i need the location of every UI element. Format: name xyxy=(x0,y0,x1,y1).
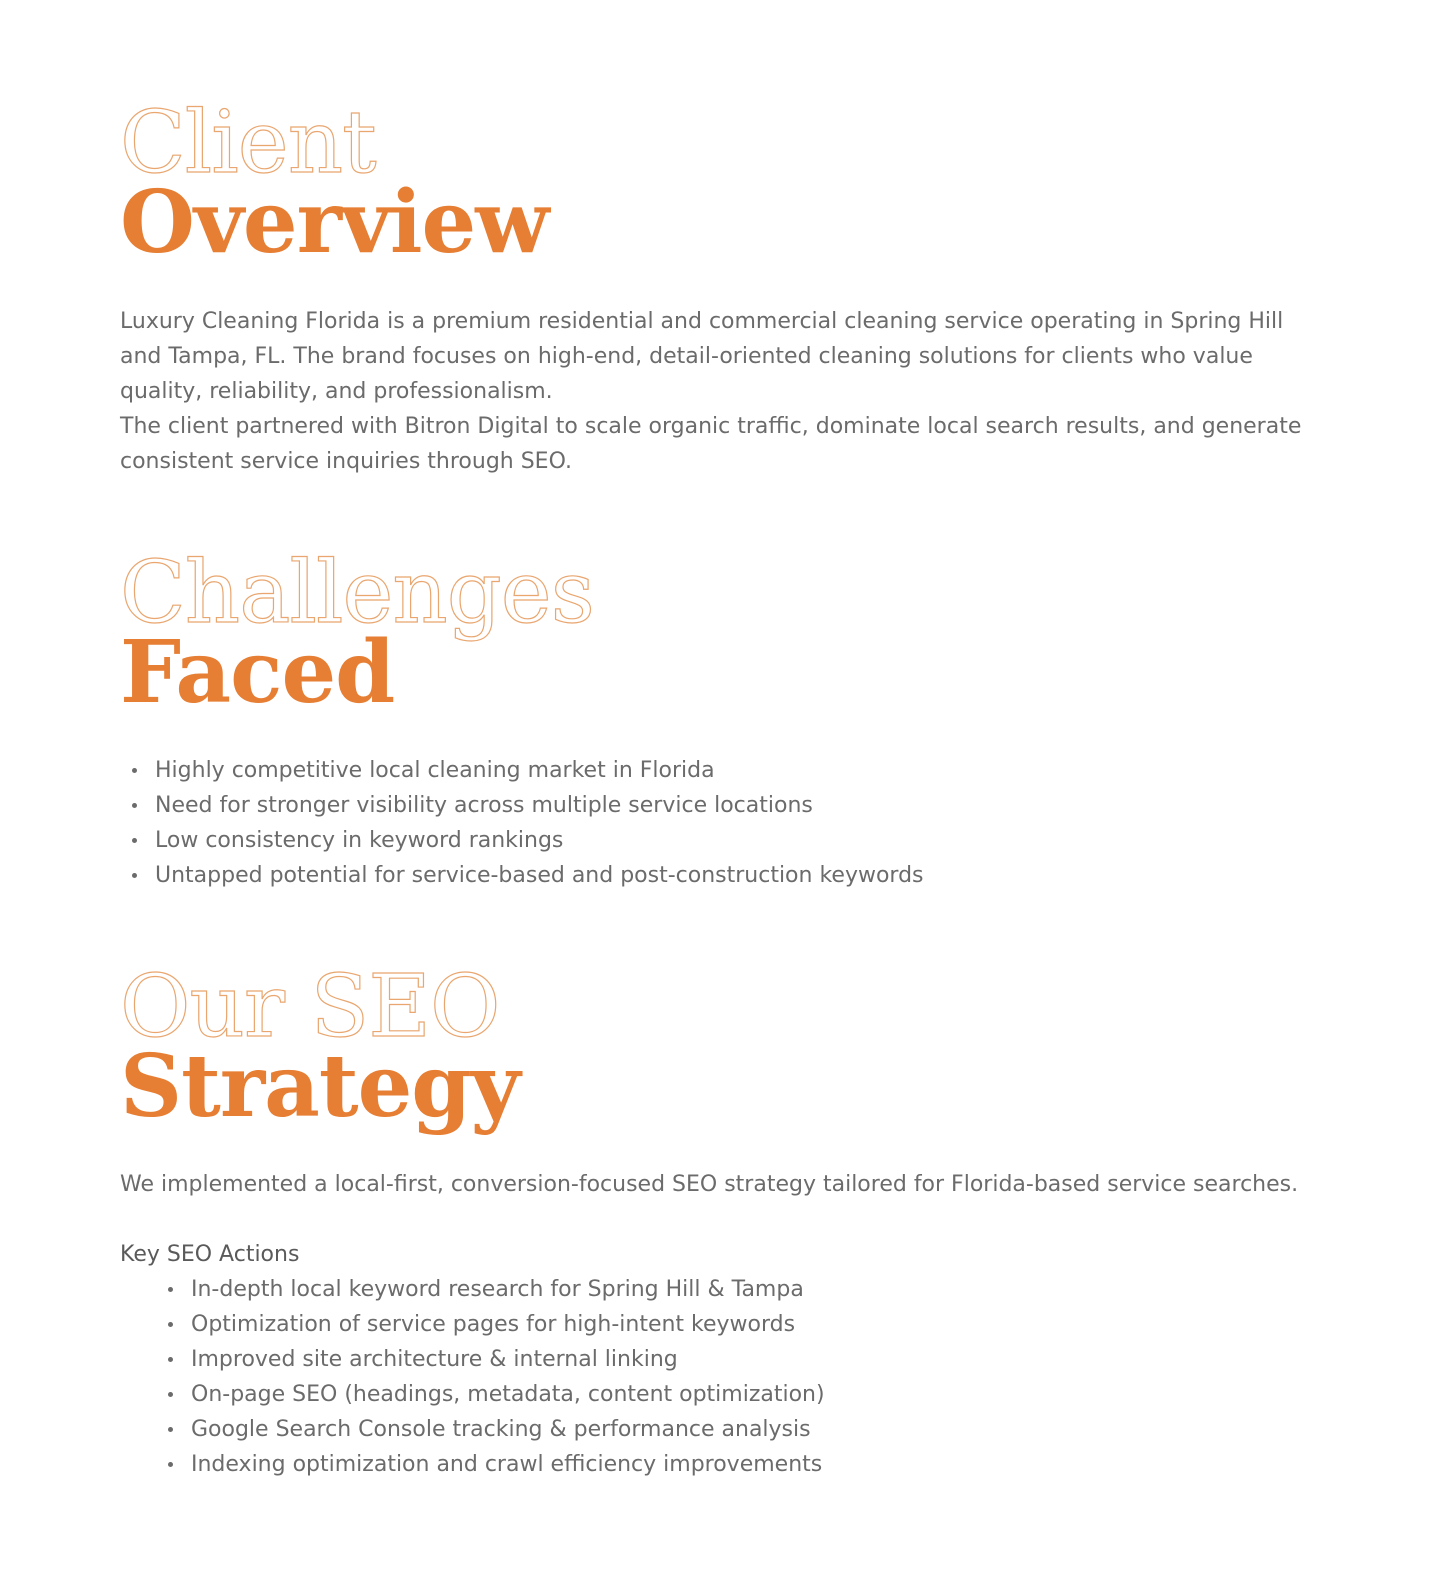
list-item-text: Untapped potential for service-based and post-construction keywords xyxy=(155,863,924,888)
list-item xyxy=(120,753,924,788)
bullet-icon xyxy=(168,1427,173,1432)
bullet-icon xyxy=(132,803,137,808)
list-item-text: Indexing optimization and crawl efficiency improvements xyxy=(191,1452,823,1477)
overview-paragraph-1: Luxury Cleaning Florida is a premium residential and commercial cleaning service operating in Spring Hill and Tampa, FL. The brand focuses on high-end, detail-oriented cleaning solutions for clients who value quality, reliability, and professionalism. xyxy=(120,309,1284,404)
list-item xyxy=(156,1342,825,1377)
list-item xyxy=(120,858,924,893)
list-item xyxy=(156,1447,825,1482)
strategy-heading-outline: Our SEO xyxy=(120,957,500,1057)
bullet-icon xyxy=(168,1392,173,1397)
overview-paragraph-2: The client partnered with Bitron Digital to scale organic traffic, dominate local search results, and generate consistent service inquiries through SEO. xyxy=(120,414,1302,474)
challenges-heading-outline: Challenges xyxy=(120,543,594,643)
list-item-text: Optimization of service pages for high-intent keywords xyxy=(191,1312,796,1337)
overview-heading-solid: Overview xyxy=(120,172,549,273)
list-item-text: Low consistency in keyword rankings xyxy=(155,828,564,853)
list-item xyxy=(156,1412,825,1447)
key-seo-actions-heading: Key SEO Actions xyxy=(120,1242,300,1267)
seo-actions-list xyxy=(156,1272,825,1482)
list-item xyxy=(120,823,924,858)
strategy-heading xyxy=(120,957,520,1137)
challenges-heading-solid: Faced xyxy=(120,622,395,723)
list-item-text: Improved site architecture & internal linking xyxy=(191,1347,678,1372)
list-item xyxy=(156,1272,825,1307)
list-item xyxy=(120,788,924,823)
overview-heading-outline: Client xyxy=(120,93,376,193)
list-item-text: On-page SEO (headings, metadata, content optimization) xyxy=(191,1382,825,1407)
challenges-list xyxy=(120,753,924,893)
bullet-icon xyxy=(168,1322,173,1327)
bullet-icon xyxy=(132,768,137,773)
list-item xyxy=(156,1307,825,1342)
bullet-icon xyxy=(168,1357,173,1362)
challenges-heading xyxy=(120,543,594,723)
list-item-text: Need for stronger visibility across multiple service locations xyxy=(155,793,813,818)
bullet-icon xyxy=(168,1462,173,1467)
list-item-text: Google Search Console tracking & performance analysis xyxy=(191,1417,811,1442)
bullet-icon xyxy=(132,838,137,843)
list-item-text: In-depth local keyword research for Spring Hill & Tampa xyxy=(191,1277,804,1302)
list-item xyxy=(156,1377,825,1412)
list-item-text: Highly competitive local cleaning market in Florida xyxy=(155,758,715,783)
overview-heading xyxy=(120,93,549,273)
bullet-icon xyxy=(132,873,137,878)
bullet-icon xyxy=(168,1287,173,1292)
strategy-intro: We implemented a local-first, conversion-focused SEO strategy tailored for Florida-based service searches. xyxy=(120,1172,1299,1197)
strategy-heading-solid: Strategy xyxy=(120,1036,520,1137)
